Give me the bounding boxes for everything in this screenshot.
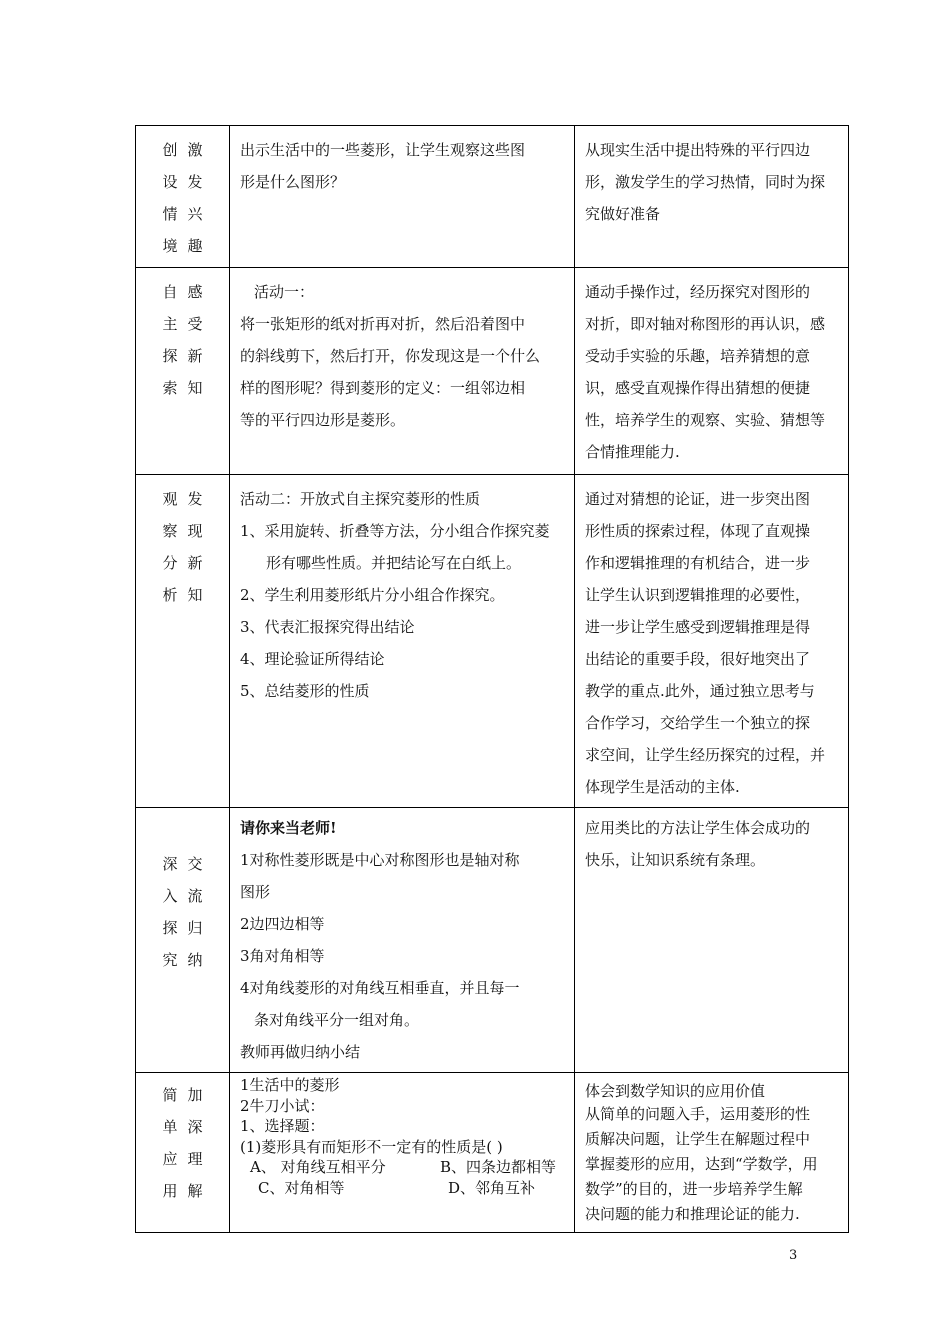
activity-content-cell: 活动二：开放式自主探究菱形的性质 1、采用旋转、折叠等方法，分小组合作探究菱 形有哪些性质。并把结论写在白纸上。 2、学生利用菱形纸片分小组合作探究。 3、代表汇报探究得出结论 4、理论验证所得结论 5、总结菱形的性质 <box>230 475 575 808</box>
activity-content-cell: 1生活中的菱形 2牛刀小试： 1、选择题： (1)菱形具有而矩形不一定有的性质是( ) A、 对角线互相平分 B、四条边都相等 C、对角相等 D、邻角互补 <box>230 1073 575 1233</box>
table-row-2 <box>136 268 849 475</box>
table-row-4 <box>136 808 849 1073</box>
stage-label-cell: 观 察 分 析 发 现 新 知 <box>136 475 230 808</box>
design-intent-cell: 通过对猜想的论证，进一步突出图 形性质的探索过程，体现了直观操 作和逻辑推理的有机结合，进一步 让学生认识到逻辑推理的必要性， 进一步让学生感受到逻辑推理是得 出结论的重要手段，很好地突出了 教学的重点.此外，通过独立思考与 合作学习，交给学生一个独立的探 求空间，让学生经历探究的过程，并 体现学生是活动的主体. <box>575 475 849 808</box>
design-intent-cell: 通动手操作过，经历探究对图形的 对折，即对轴对称图形的再认识，感 受动手实验的乐趣，培养猜想的意 识，感受直观操作得出猜想的便捷 性，培养学生的观察、实验、猜想等 合情推理能力. <box>575 268 849 475</box>
activity-content-cell: 请你来当老师! 1对称性菱形既是中心对称图形也是轴对称 图形 2边四边相等 3角对角相等 4对角线菱形的对角线互相垂直，并且每一 条对角线平分一组对角。 教师再做归纳小结 <box>230 808 575 1073</box>
table-row-5 <box>136 1073 849 1233</box>
activity-content-cell: 出示生活中的一些菱形，让学生观察这些图 形是什么图形？ <box>230 126 575 268</box>
stage-label-cell: 自 主 探 索 感 受 新 知 <box>136 268 230 475</box>
stage-label-cell: 深 入 探 究 交 流 归 纳 <box>136 808 230 1073</box>
choice-options-row: C、对角相等 D、邻角互补 <box>258 1178 536 1197</box>
table-row-1 <box>136 126 849 268</box>
design-intent-cell: 应用类比的方法让学生体会成功的 快乐，让知识系统有条理。 <box>575 808 849 1073</box>
design-intent-cell: 体会到数学知识的应用价值 从简单的问题入手，运用菱形的性 质解决问题，让学生在解题过程中 掌握菱形的应用，达到“学数学，用 数学”的目的，进一步培养学生解 决问题的能力和推理论证的能力. <box>575 1073 849 1233</box>
table-row-3 <box>136 475 849 808</box>
stage-label-cell: 简 单 应 用 加 深 理 解 <box>136 1073 230 1233</box>
activity-content-cell: 活动一： 将一张矩形的纸对折再对折，然后沿着图中 的斜线剪下，然后打开，你发现这是一个什么 样的图形呢？得到菱形的定义：一组邻边相 等的平行四边形是菱形。 <box>230 268 575 475</box>
design-intent-cell: 从现实生活中提出特殊的平行四边 形，激发学生的学习热情，同时为探 究做好准备 <box>575 126 849 268</box>
lesson-table <box>135 125 849 1233</box>
stage-label-cell: 创 设 情 境 激 发 兴 趣 <box>136 126 230 268</box>
page-number: 3 <box>789 1248 798 1263</box>
choice-options-row: A、 对角线互相平分 B、四条边都相等 <box>250 1158 557 1176</box>
